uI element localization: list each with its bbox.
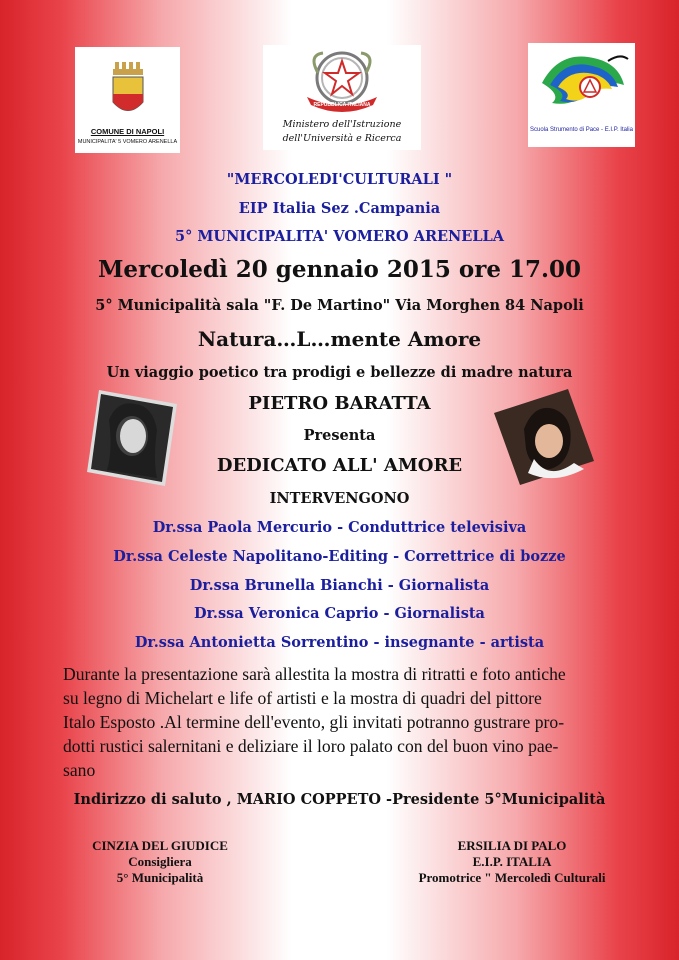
speaker-4: Dr.ssa Veronica Caprio - Giornalista	[194, 605, 485, 622]
eip-logo	[528, 43, 635, 147]
signature-left-role: Consigliera	[128, 854, 192, 869]
signature-left-name: CINZIA DEL GIUDICE	[92, 838, 228, 853]
comune-napoli-logo	[75, 47, 180, 153]
header-line-2: EIP Italia Sez .Campania	[238, 200, 441, 217]
napoli-logo-line2: MUNICIPALITA' 5 VOMERO ARENELLA	[77, 139, 178, 145]
signature-right-role: E.I.P. ITALIA	[472, 854, 552, 869]
event-intervengono: INTERVENGONO	[269, 490, 410, 507]
event-venue: 5° Municipalità sala "F. De Martino" Via Morghen 84 Napoli	[95, 297, 584, 314]
ministero-banner-text: REPUBBLICA ITALIANA	[313, 102, 371, 108]
napoli-logo-line1: COMUNE DI NAPOLI	[90, 127, 165, 136]
speaker-1: Dr.ssa Paola Mercurio - Conduttrice televisiva	[152, 519, 527, 536]
description-line-2: su legno di Michelart e life of artisti e la mostra di quadri del pittore	[63, 688, 542, 708]
ministero-logo	[263, 45, 421, 150]
signature-right	[382, 838, 642, 886]
speaker-5: Dr.ssa Antonietta Sorrentino - insegnante - artista	[134, 634, 545, 651]
event-author: PIETRO BARATTA	[248, 393, 431, 414]
header-line-3: 5° MUNICIPALITA' VOMERO ARENELLA	[174, 228, 504, 245]
speaker-2: Dr.ssa Celeste Napolitano-Editing - Correttrice di bozze	[113, 548, 566, 565]
event-presenta: Presenta	[303, 427, 376, 444]
event-subtitle: Un viaggio poetico tra prodigi e bellezze di madre natura	[106, 364, 573, 381]
speaker-photo-left	[87, 390, 177, 486]
ministero-logo-line2: dell'Università e Ricerca	[282, 133, 402, 144]
event-date: Mercoledì 20 gennaio 2015 ore 17.00	[97, 256, 582, 283]
speaker-photo-right	[494, 389, 594, 485]
ministero-logo-line1: Ministero dell'Istruzione	[282, 119, 402, 130]
description-line-4: dotti rustici salernitani e deliziare il loro palato con del buon vino pae-	[63, 736, 559, 756]
description-line-1: Durante la presentazione sarà allestita la mostra di ritratti e foto antiche	[63, 664, 566, 684]
napoli-crest-icon	[75, 47, 180, 127]
event-title: Natura…L…mente Amore	[197, 327, 482, 351]
signature-left-org: 5° Municipalità	[116, 870, 204, 885]
signature-right-name: ERSILIA DI PALO	[457, 838, 567, 853]
peace-dove-icon	[528, 43, 635, 125]
signature-left	[62, 838, 258, 886]
speaker-3: Dr.ssa Brunella Bianchi - Giornalista	[189, 577, 490, 594]
event-description	[63, 662, 649, 782]
description-line-3: Italo Esposto .Al termine dell'evento, gli invitati potranno gustrare pro-	[63, 712, 565, 732]
header-line-1: "MERCOLEDI'CULTURALI "	[226, 171, 453, 188]
eip-logo-caption: Scuola Strumento di Pace - E.I.P. Italia	[530, 127, 633, 133]
description-line-5: sano	[63, 760, 96, 780]
event-book-title: DEDICATO ALL' AMORE	[216, 455, 463, 476]
signature-right-org: Promotrice " Mercoledì Culturali	[418, 870, 606, 885]
greeting-line: Indirizzo di saluto , MARIO COPPETO -Presidente 5°Municipalità	[73, 791, 606, 808]
